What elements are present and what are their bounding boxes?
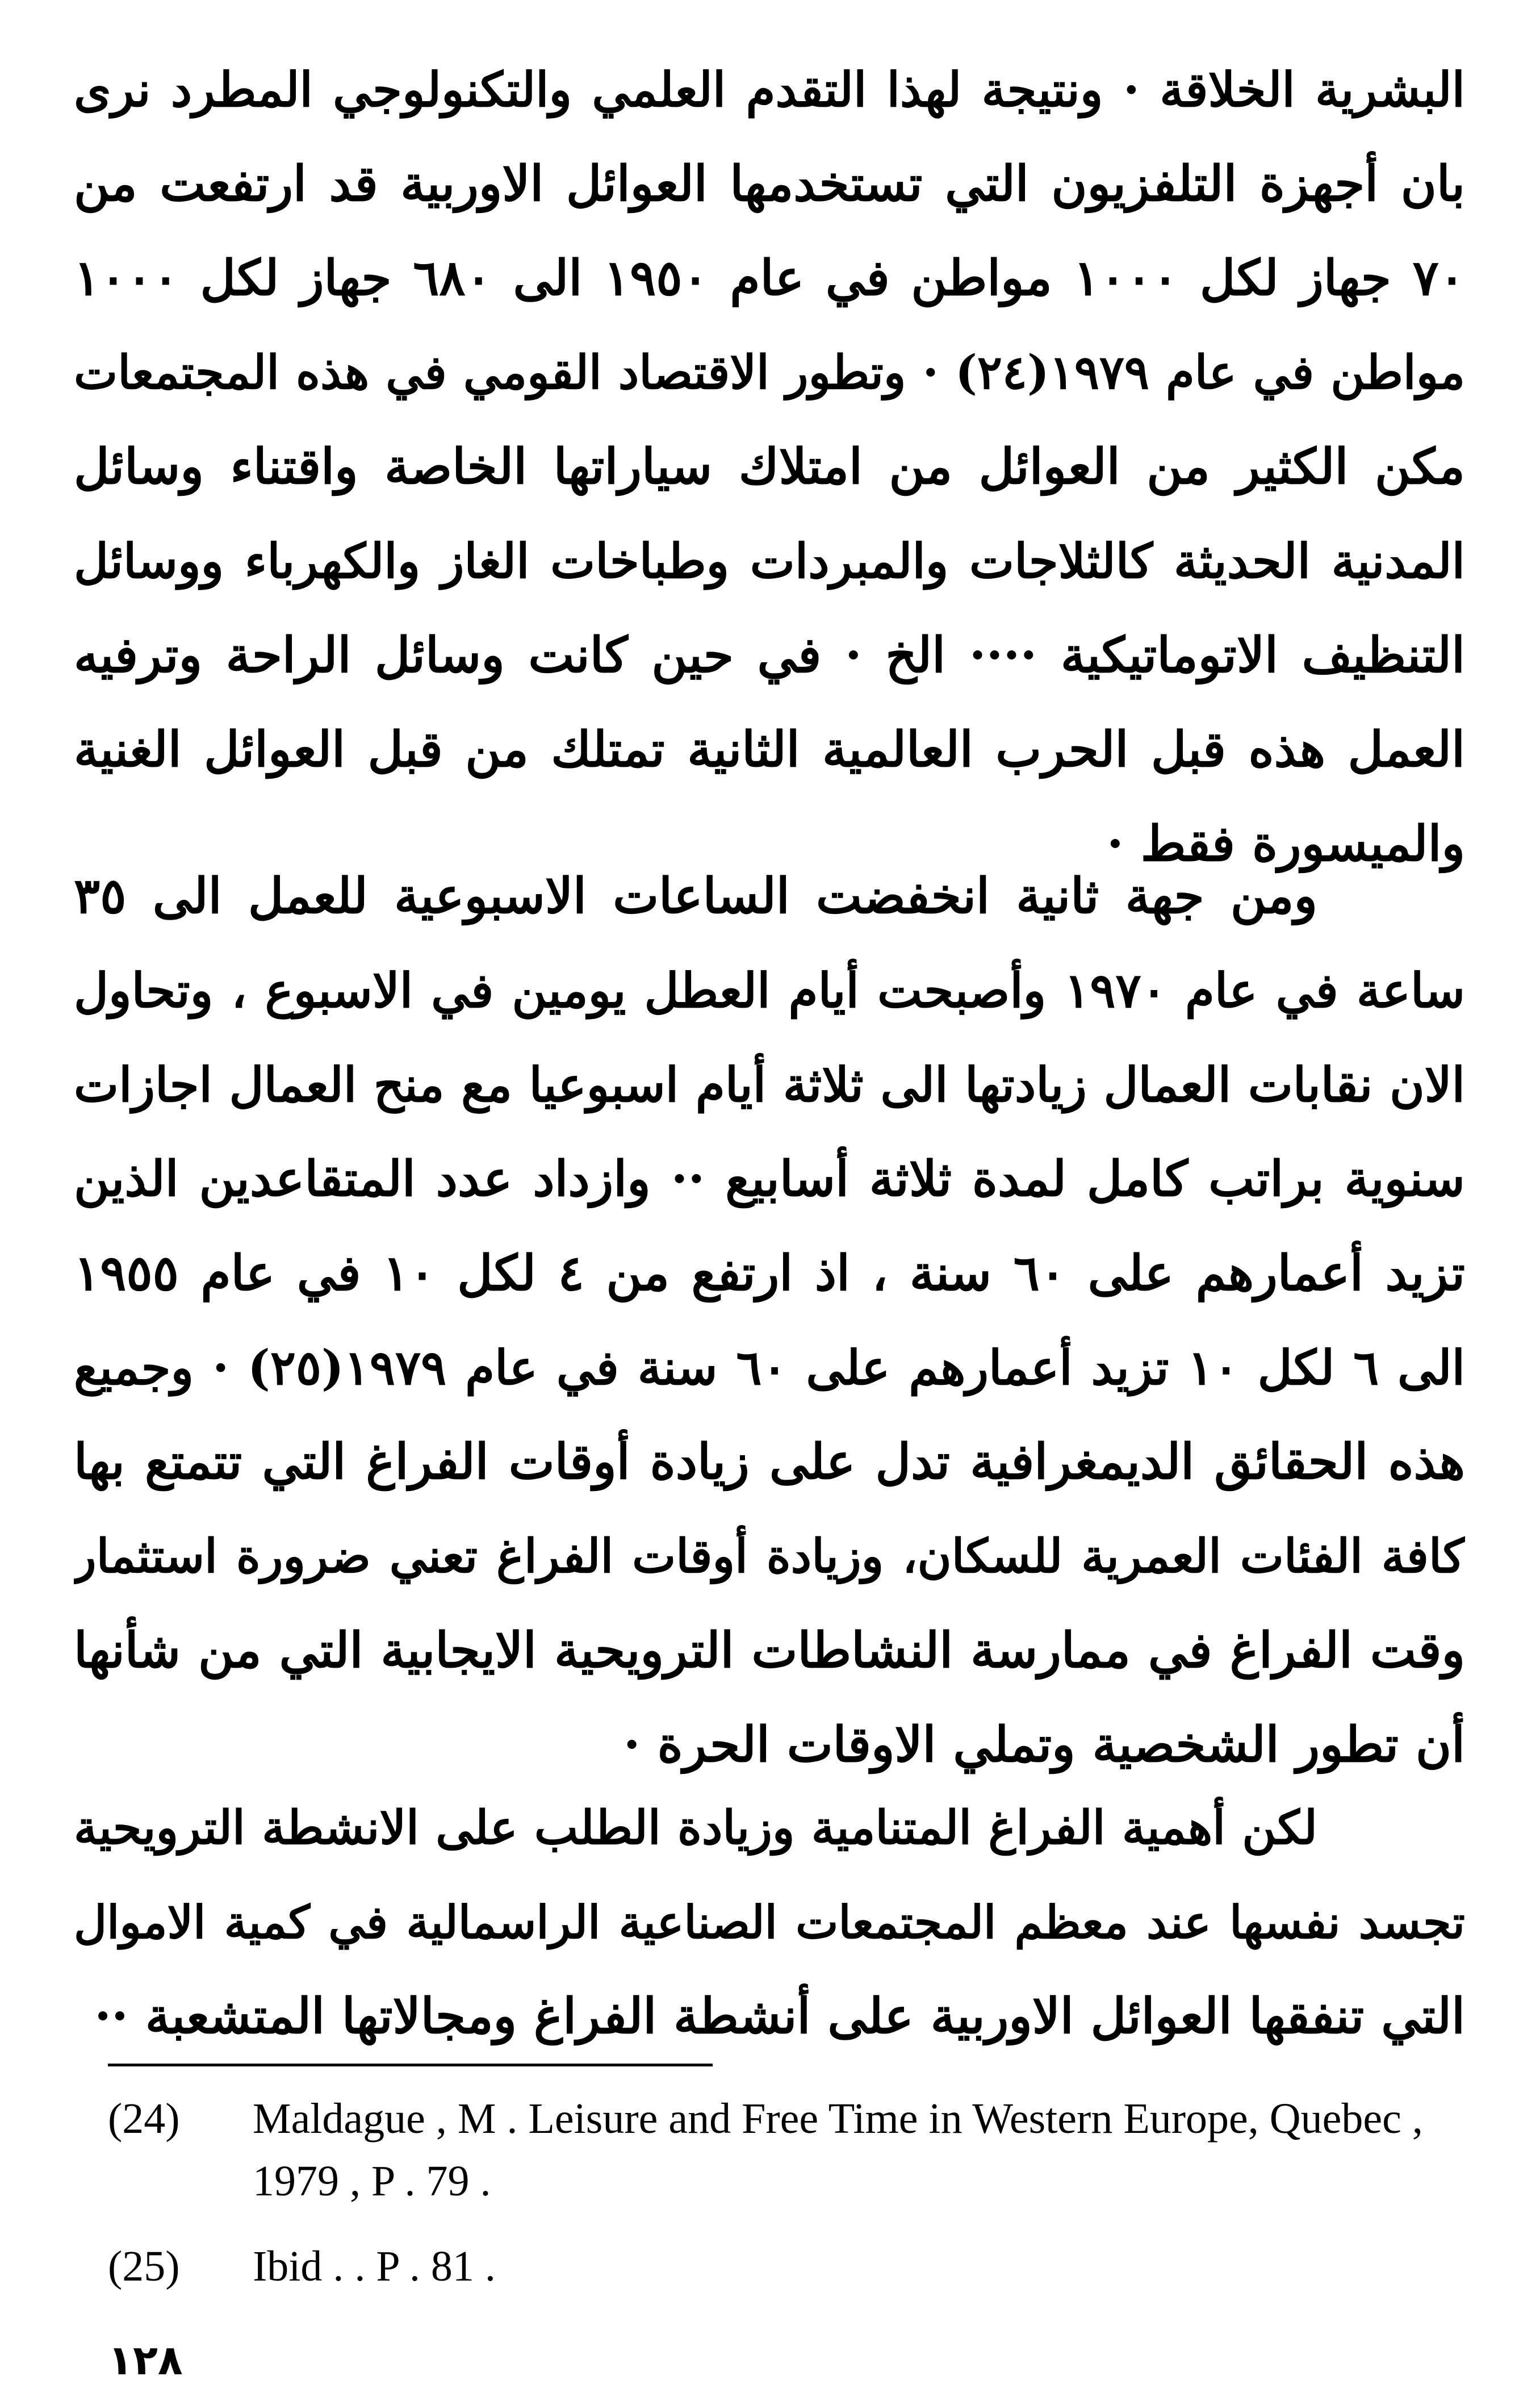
text-line: هذه الحقائق الديمغرافية تدل على زيادة أوقات الفراغ التي تتمتع بها	[74, 1433, 1465, 1490]
paragraph-1	[74, 43, 1465, 891]
paragraph-3	[74, 1781, 1465, 2064]
text-line: ساعة في عام ١٩٧٠ وأصبحت أيام العطل يومين في الاسبوع ، وتحاول	[74, 962, 1465, 1018]
text-line: الان نقابات العمال زيادتها الى ثلاثة أيام اسبوعيا مع منح العمال اجازات	[74, 1056, 1465, 1113]
footnote-separator	[108, 2064, 713, 2066]
text-line: تجسد نفسها عند معظم المجتمعات الصناعية الراسمالية في كمية الاموال	[74, 1895, 1465, 1949]
text-line: لكن أهمية الفراغ المتنامية وزيادة الطلب على الانشطة الترويحية	[74, 1801, 1317, 1855]
footnote-24	[108, 2087, 1471, 2212]
text-line: ٧٠ جهاز لكل ١٠٠٠ مواطن في عام ١٩٥٠ الى ٦٨٠ جهاز لكل ١٠٠٠	[74, 249, 1465, 307]
text-line: الى ٦ لكل ١٠ تزيد أعمارهم على ٦٠ سنة في عام ١٩٧٩(٢٥) · وجميع	[74, 1339, 1465, 1396]
text-line: تزيد أعمارهم على ٦٠ سنة ، اذ ارتفع من ٤ لكل ١٠ في عام ١٩٥٥	[74, 1245, 1465, 1302]
text-line: التنظيف الاتوماتيكية ···· الخ · في حين كانت وسائل الراحة وترفيه	[74, 627, 1465, 684]
text-line: التي تنفقها العوائل الاوربية على أنشطة الفراغ ومجالاتها المتشعبة ··	[94, 1987, 1465, 2045]
text-line: مواطن في عام ١٩٧٩(٢٤) · وتطور الاقتصاد القومي في هذه المجتمعات	[74, 345, 1465, 400]
footnote-text: Ibid . . P . 81 .	[253, 2243, 496, 2290]
footnote-number: (24)	[108, 2095, 180, 2143]
footnote-text: Maldague , M . Leisure and Free Time in Western Europe, Quebec , 1979 , P . 79 .	[253, 2095, 1423, 2205]
footnote-25	[108, 2235, 1471, 2298]
text-line: بان أجهزة التلفزيون التي تستخدمها العوائل الاوربية قد ارتفعت من	[74, 155, 1465, 212]
text-line: المدنية الحديثة كالثلاجات والمبردات وطباخات الغاز والكهرباء ووسائل	[74, 533, 1465, 589]
text-line: أن تطور الشخصية وتملي الاوقات الحرة ·	[623, 1716, 1465, 1773]
text-line: والميسورة فقط ·	[1106, 815, 1465, 872]
footnote-number: (25)	[108, 2243, 180, 2290]
text-line: وقت الفراغ في ممارسة النشاطات الترويحية الايجابية التي من شأنها	[74, 1622, 1465, 1679]
paragraph-2	[74, 849, 1465, 1792]
text-line: مكن الكثير من العوائل من امتلاك سياراتها الخاصة واقتناء وسائل	[74, 438, 1465, 495]
text-line: العمل هذه قبل الحرب العالمية الثانية تمتلك من قبل العوائل الغنية	[74, 721, 1465, 778]
page-number: ١٢٨	[108, 2336, 183, 2384]
text-line: البشرية الخلاقة · ونتيجة لهذا التقدم العلمي والتكنولوجي المطرد نرى	[74, 61, 1465, 118]
text-line: كافة الفئات العمرية للسكان، وزيادة أوقات الفراغ تعني ضرورة استثمار	[74, 1529, 1465, 1584]
text-line: سنوية براتب كامل لمدة ثلاثة أسابيع ·· وازداد عدد المتقاعدين الذين	[74, 1150, 1465, 1208]
text-line: ومن جهة ثانية انخفضت الساعات الاسبوعية للعمل الى ٣٥	[74, 867, 1317, 925]
